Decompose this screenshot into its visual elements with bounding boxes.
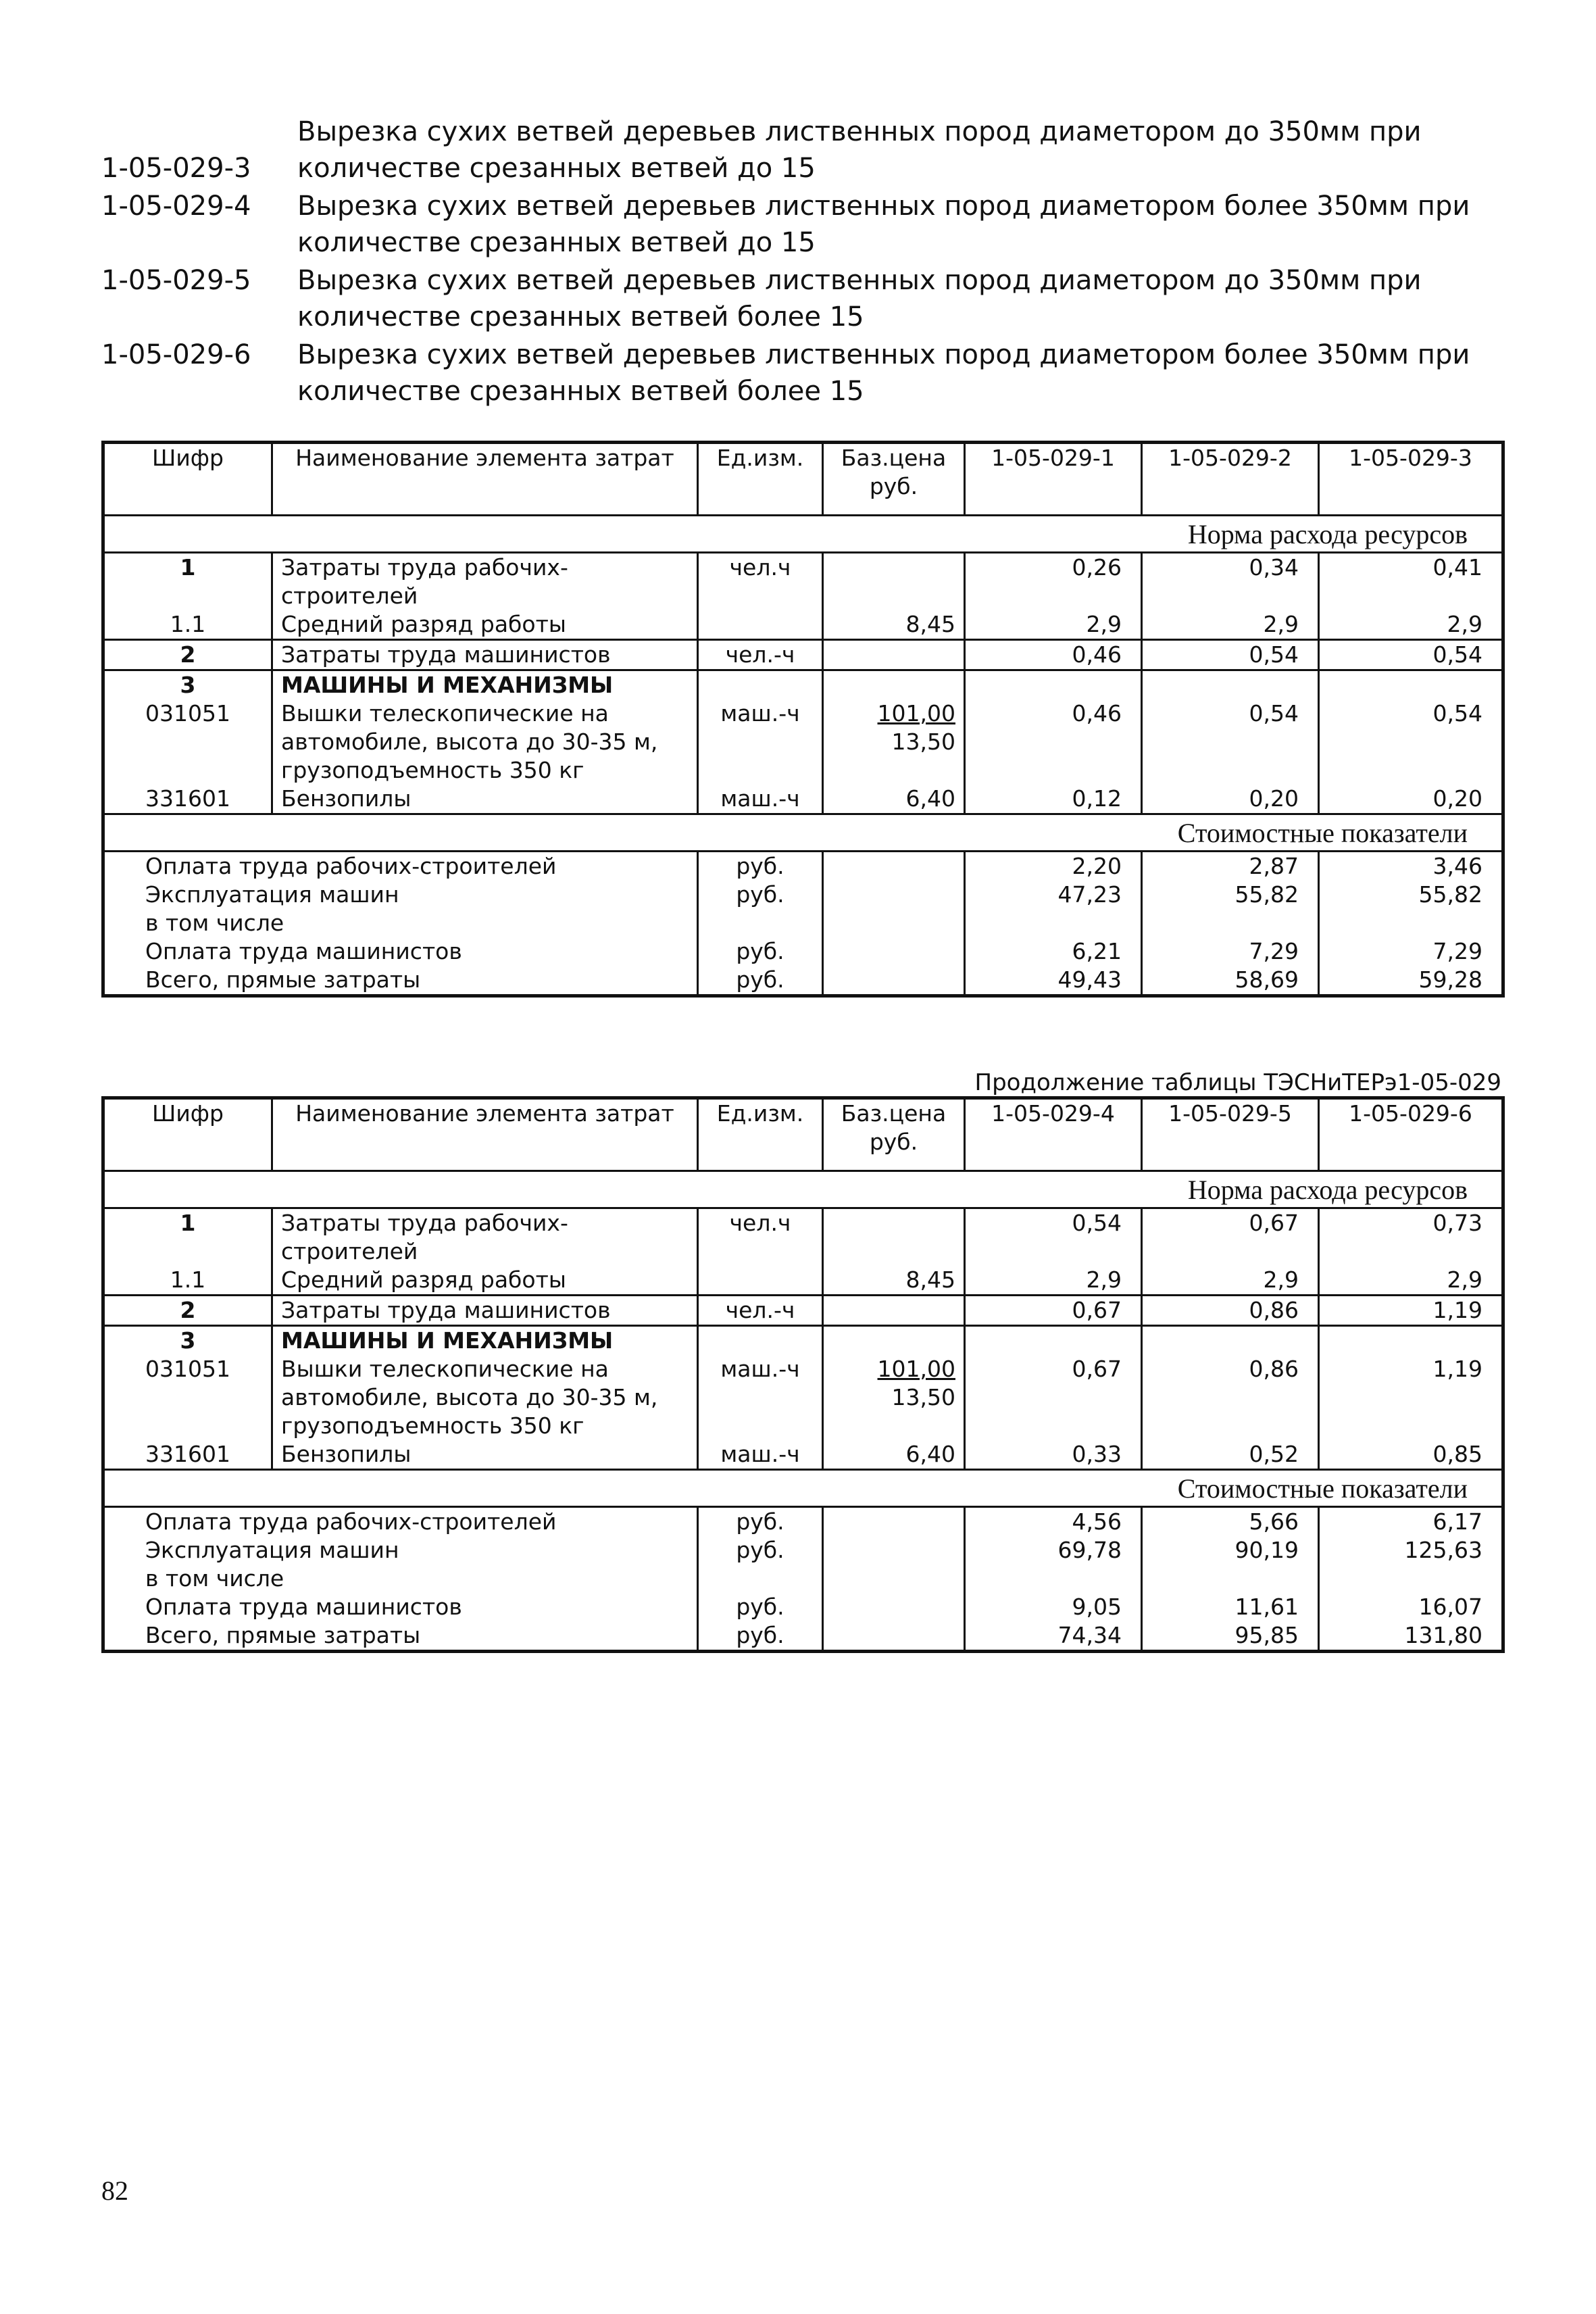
work-code: 1-05-029-4: [101, 191, 251, 222]
section-title-norms: Норма расхода ресурсов: [103, 516, 1503, 553]
table-row: 1 Затраты труда рабочих-строителей чел.ч 0,26 0,34 0,41: [103, 553, 1503, 611]
col-header-code: 1-05-029-6: [1319, 1098, 1503, 1171]
cost-row: в том числе: [103, 1565, 1503, 1593]
table-row: 1.1 Средний разряд работы 8,45 2,9 2,9 2,9: [103, 1266, 1503, 1296]
continuation-title: Продолжение таблицы ТЭСНиТЕРэ1-05-029: [974, 1069, 1501, 1096]
work-code-item: [101, 188, 1507, 261]
cost-row: Эксплуатация машин руб. 47,23 55,82 55,82: [103, 881, 1503, 909]
work-description: Вырезка сухих ветвей деревьев лиственных пород диаметором более 350мм при количестве срезанных ветвей до 15: [297, 191, 1470, 258]
table-row: 3 МАШИНЫ И МЕХАНИЗМЫ: [103, 670, 1503, 700]
work-code-item: [101, 337, 1507, 410]
table-row: 031051 Вышки телескопические на автомобиле, высота до 30-35 м, грузоподъемность 350 кг маш.-ч 101,00 13,50 0,46 0,54 0,54: [103, 699, 1503, 785]
col-header-code: 1-05-029-4: [965, 1098, 1142, 1171]
cost-row: в том числе: [103, 909, 1503, 937]
col-header-code: 1-05-029-1: [965, 443, 1142, 516]
col-header-name: Наименование элемента затрат: [272, 443, 698, 516]
cost-row: Оплата труда рабочих-строителей руб. 4,56 5,66 6,17: [103, 1507, 1503, 1537]
work-description: Вырезка сухих ветвей деревьев лиственных пород диаметором до 350мм при количестве срезанных ветвей более 15: [297, 265, 1422, 333]
table-row: 331601 Бензопилы маш.-ч 6,40 0,12 0,20 0,20: [103, 785, 1503, 814]
norms-table-1: [101, 441, 1501, 998]
section-row: [103, 516, 1503, 553]
section-title-costs: Стоимостные показатели: [103, 814, 1503, 852]
work-description: Вырезка сухих ветвей деревьев лиственных пород диаметором более 350мм при количестве срезанных ветвей более 15: [297, 339, 1470, 407]
norms-table-2: [101, 1096, 1501, 1653]
col-header-cipher: Шифр: [103, 1098, 272, 1171]
section-row: [103, 1470, 1503, 1507]
work-code-item: [101, 114, 1507, 187]
table-header-row: [103, 1098, 1503, 1171]
col-header-cipher: Шифр: [103, 443, 272, 516]
section-row: [103, 814, 1503, 852]
section-title-costs: Стоимостные показатели: [103, 1470, 1503, 1507]
table-row: 2 Затраты труда машинистов чел.-ч 0,67 0,86 1,19: [103, 1296, 1503, 1326]
section-row: [103, 1171, 1503, 1208]
col-header-name: Наименование элемента затрат: [272, 1098, 698, 1171]
work-code-list: [101, 114, 1507, 411]
table-row: 1.1 Средний разряд работы 8,45 2,9 2,9 2,9: [103, 610, 1503, 640]
work-code: 1-05-029-5: [101, 265, 251, 296]
table-row: 031051 Вышки телескопические на автомобиле, высота до 30-35 м, грузоподъемность 350 кг маш.-ч 101,00 13,50 0,67 0,86 1,19: [103, 1355, 1503, 1440]
cost-row: Оплата труда машинистов руб. 6,21 7,29 7,29: [103, 937, 1503, 966]
col-header-code: 1-05-029-5: [1142, 1098, 1319, 1171]
work-code: 1-05-029-6: [101, 339, 251, 370]
col-header-code: 1-05-029-2: [1142, 443, 1319, 516]
cost-row: Оплата труда рабочих-строителей руб. 2,20 2,87 3,46: [103, 852, 1503, 881]
table-row: 331601 Бензопилы маш.-ч 6,40 0,33 0,52 0,85: [103, 1440, 1503, 1470]
col-header-code: 1-05-029-3: [1319, 443, 1503, 516]
cost-row-total: Всего, прямые затраты руб. 74,34 95,85 131,80: [103, 1621, 1503, 1652]
table-row: 2 Затраты труда машинистов чел.-ч 0,46 0,54 0,54: [103, 640, 1503, 670]
work-code-item: [101, 262, 1507, 335]
work-code: 1-05-029-3: [101, 153, 251, 184]
cost-row-total: Всего, прямые затраты руб. 49,43 58,69 59,28: [103, 966, 1503, 996]
cost-row: Эксплуатация машин руб. 69,78 90,19 125,63: [103, 1536, 1503, 1565]
col-header-price: Баз.цена руб.: [823, 1098, 965, 1171]
col-header-price: Баз.цена руб.: [823, 443, 965, 516]
page-number: 82: [101, 2175, 128, 2206]
col-header-unit: Ед.изм.: [698, 443, 823, 516]
section-title-norms: Норма расхода ресурсов: [103, 1171, 1503, 1208]
table-header-row: [103, 443, 1503, 516]
cost-row: Оплата труда машинистов руб. 9,05 11,61 16,07: [103, 1593, 1503, 1621]
col-header-unit: Ед.изм.: [698, 1098, 823, 1171]
table-row: 1 Затраты труда рабочих-строителей чел.ч 0,54 0,67 0,73: [103, 1208, 1503, 1266]
table-row: 3 МАШИНЫ И МЕХАНИЗМЫ: [103, 1326, 1503, 1356]
work-description: Вырезка сухих ветвей деревьев лиственных пород диаметором до 350мм при количестве срезанных ветвей до 15: [297, 116, 1422, 184]
